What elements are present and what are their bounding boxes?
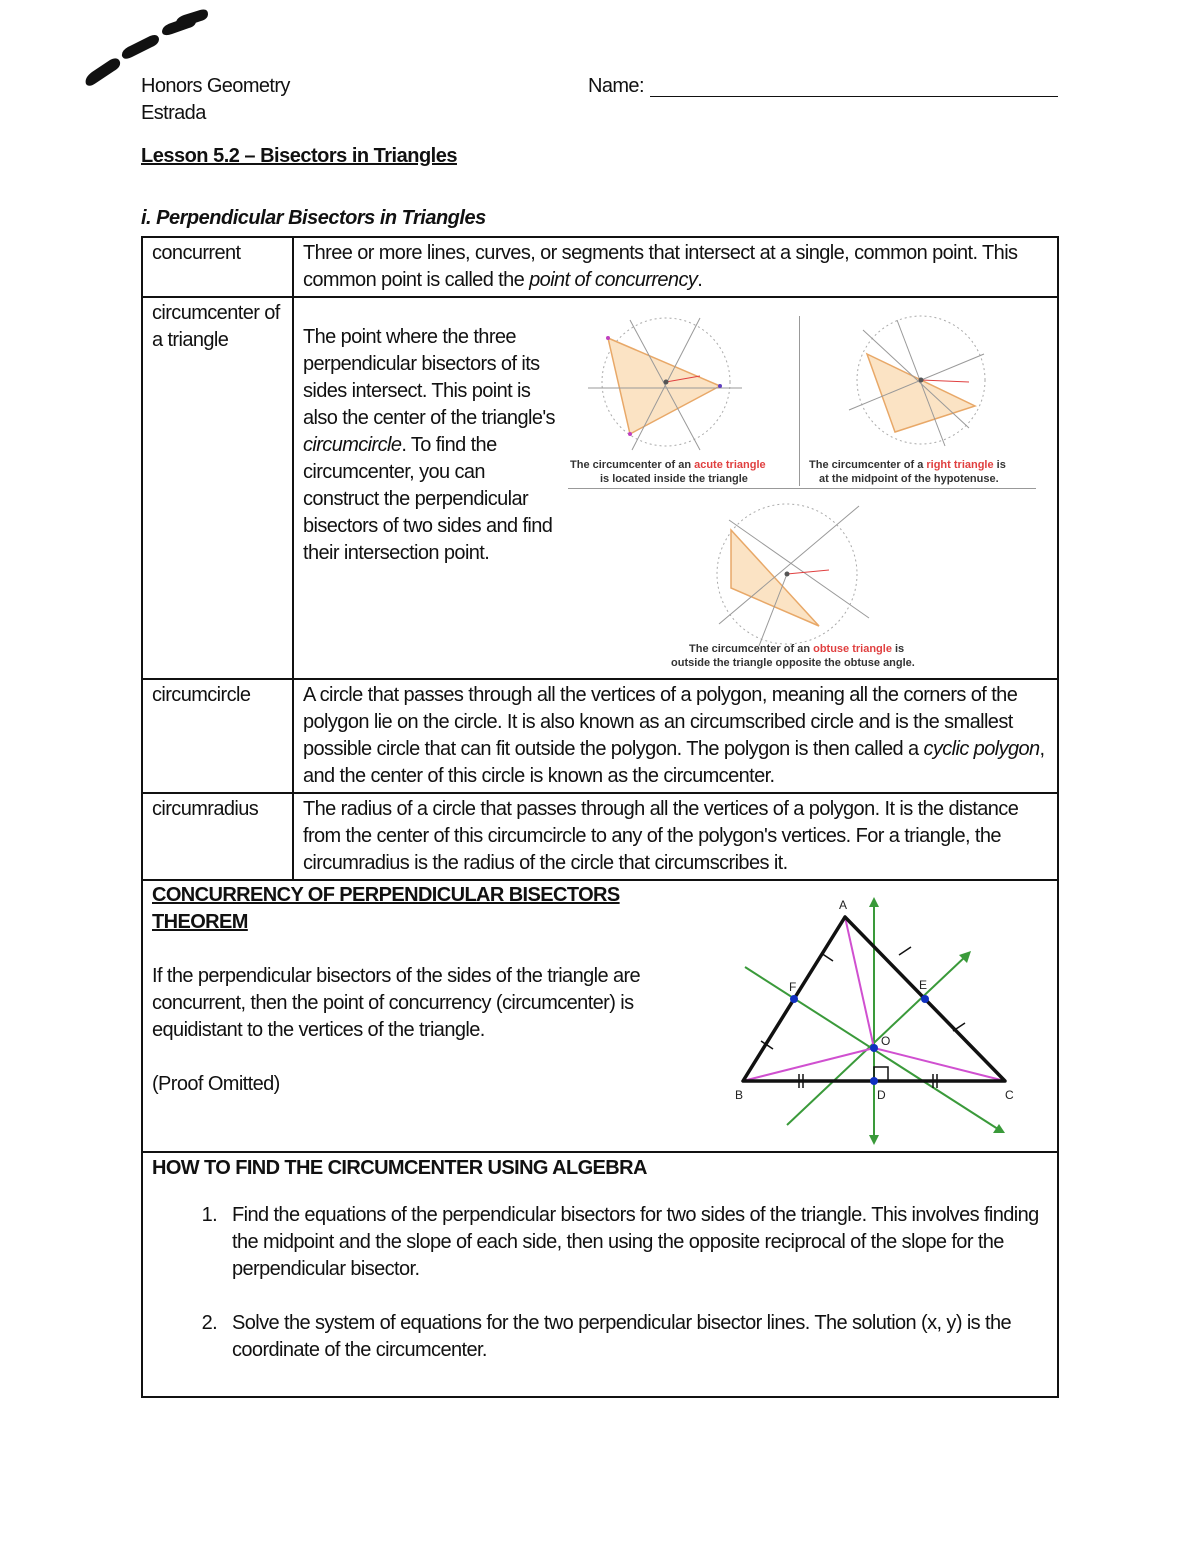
theorem-proof-note: (Proof Omitted) [152,1073,280,1095]
course-name: Honors Geometry [141,75,290,97]
algebra-steps-list [152,1202,1047,1364]
svg-text:E: E [919,978,928,992]
lesson-title: Lesson 5.2 – Bisectors in Triangles [141,145,457,167]
svg-text:is located inside the triangle: is located inside the triangle [600,473,748,485]
row-theorem [142,880,1058,1152]
algebra-cell [142,1152,1058,1397]
svg-text:O: O [881,1034,891,1048]
term-circumcircle: circumcircle [142,679,293,793]
theorem-cell [142,880,1058,1152]
svg-text:The circumcenter of a right tr: The circumcenter of a right triangle is [809,459,1006,471]
svg-text:outside the triangle opposite: outside the triangle opposite the obtuse angle. [671,657,915,669]
name-blank-line [650,96,1058,97]
algebra-step: 2. Solve the system of equations for the two perpendicular bisector lines. The solution (x, y) is the coordinate of the circumcenter. [222,1310,1047,1364]
def-circumcenter [293,297,1058,679]
theorem-text-block [152,882,692,1098]
theorem-statement: If the perpendicular bisectors of the sides of the triangle are concurrent, then the point of concurrency (circumcenter) is equidistant to the vertices of the triangle. [152,965,641,1041]
svg-text:D: D [877,1088,886,1102]
theorem-triangle-diagram [733,891,1018,1145]
def-circumcircle: A circle that passes through all the vertices of a polygon, meaning all the corners of the polygon lie on the circle. It is also known as an circumscribed circle and is the smallest possible circle that can fit outside the polygon. The polygon is then called a cyclic polygon, and the center of this circle is known as the circumcenter. [293,679,1058,793]
name-label: Name: [588,75,644,97]
svg-text:F: F [789,980,797,994]
theorem-title-line2: THEOREM [152,911,248,933]
term-circumcenter: circumcenter of a triangle [142,297,293,679]
section-title: i. Perpendicular Bisectors in Triangles [141,207,486,229]
svg-text:at the midpoint of the hypoten: at the midpoint of the hypotenuse. [819,473,999,485]
term-circumradius: circumradius [142,793,293,880]
def-concurrent: Three or more lines, curves, or segments that intersect at a single, common point. This common point is called the point of concurrency. [293,237,1058,297]
definitions-table [141,236,1059,1398]
svg-text:The circumcenter of an acute t: The circumcenter of an acute triangle [570,459,766,471]
obtuse-triangle-figure [659,496,934,676]
theorem-title-line1: CONCURRENCY OF PERPENDICULAR BISECTORS [152,884,620,906]
def-circumradius: The radius of a circle that passes through all the vertices of a polygon. It is the distance from the center of this circumcircle to any of the polygon's vertices. For a triangle, the circumradius is the radius of the circle that circumscribes it. [293,793,1058,880]
row-algebra [142,1152,1058,1397]
row-circumradius [142,793,1058,880]
row-concurrent [142,237,1058,297]
svg-text:C: C [1005,1088,1014,1102]
algebra-step: 1. Find the equations of the perpendicular bisectors for two sides of the triangle. This involves finding the midpoint and the slope of each side, then using the opposite reciprocal of the slope for the perpendicular bisector. [222,1202,1047,1283]
svg-text:A: A [839,898,848,912]
algebra-title: HOW TO FIND THE CIRCUMCENTER USING ALGEBRA [152,1157,647,1179]
right-triangle-figure [809,310,1039,490]
acute-triangle-figure [570,310,800,490]
row-circumcenter [142,297,1058,679]
circumcenter-definition-text: The point where the three perpendicular bisectors of its sides intersect. This point is also the center of the triangle's circumcircle. To find the circumcenter, you can construct the perpendicular bisectors of two sides and find their intersection point. [303,326,555,564]
row-circumcircle [142,679,1058,793]
svg-text:B: B [735,1088,744,1102]
svg-text:The circumcenter of an obtuse: The circumcenter of an obtuse triangle is [689,643,905,655]
term-concurrent: concurrent [142,237,293,297]
teacher-name: Estrada [141,102,206,124]
figure-divider-vertical [799,316,800,486]
